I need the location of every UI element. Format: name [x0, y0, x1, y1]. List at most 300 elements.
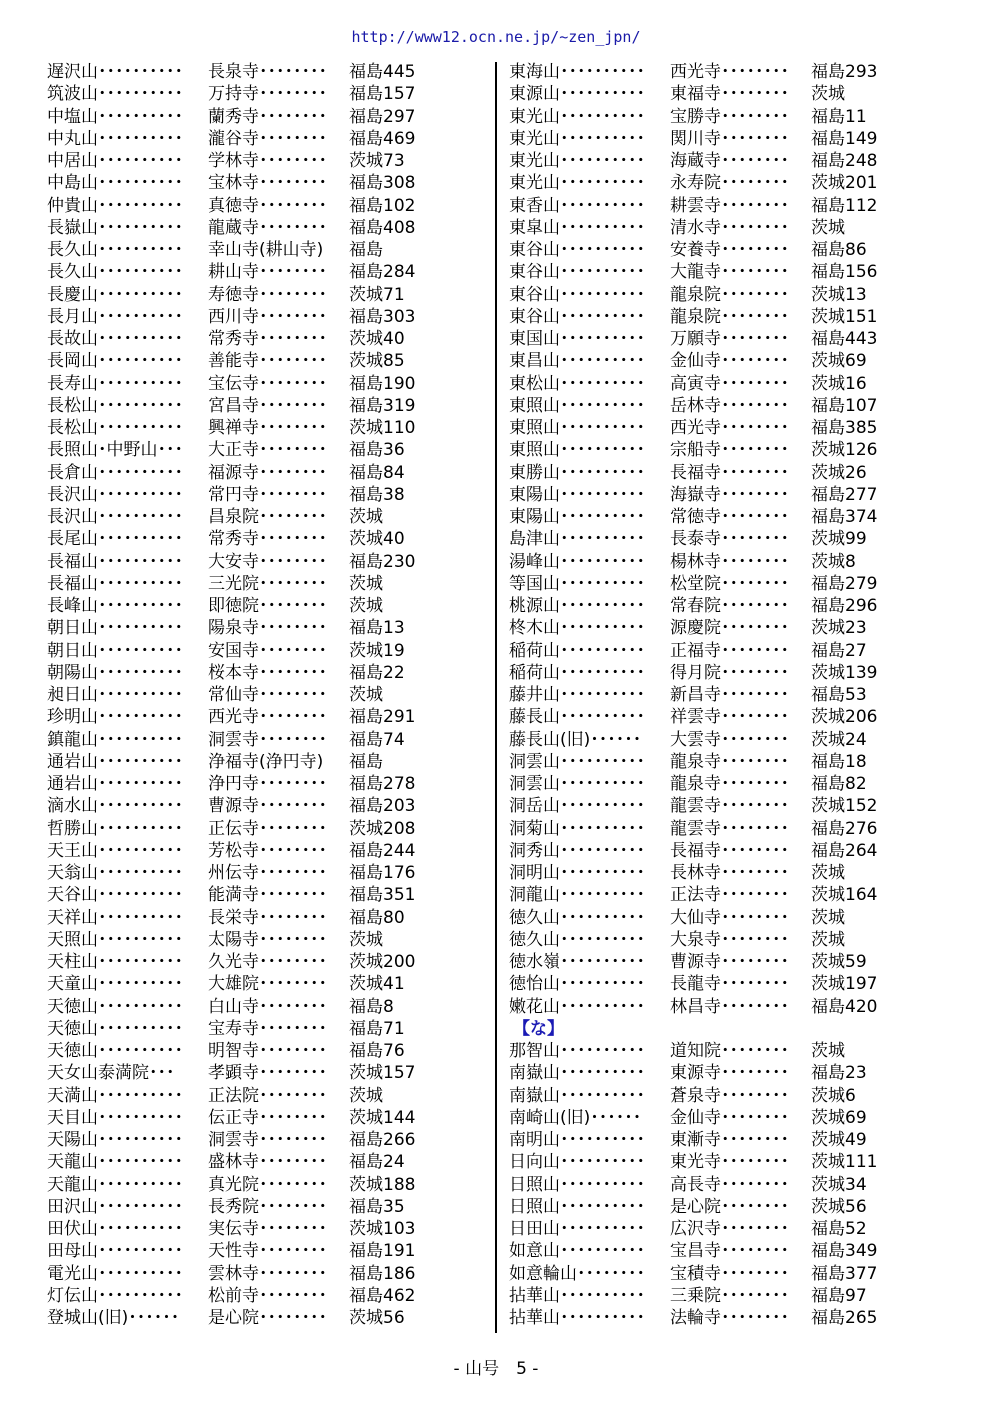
location-code: 福島445	[349, 62, 416, 82]
location-code: 茨城6	[811, 1085, 856, 1106]
mountain-name: 天徳山･･････････	[47, 1018, 183, 1039]
list-item	[47, 217, 487, 239]
list-item	[509, 261, 949, 283]
location-code: 福島462	[349, 1285, 416, 1306]
temple-name: 洞雲寺････････	[208, 1130, 327, 1150]
mountain-name: 柊木山･･････････	[509, 618, 645, 639]
temple-name: 龍泉寺････････	[670, 751, 789, 772]
temple-name: 久光寺････････	[208, 952, 327, 972]
list-item	[509, 662, 949, 684]
temple-name: 即徳院････････	[208, 596, 327, 616]
mountain-name: 天照山･･････････	[47, 929, 183, 950]
mountain-name: 藤長山･･････････	[509, 707, 645, 728]
mountain-name: 日田山･･････････	[509, 1219, 645, 1239]
mountain-name: 東照山･･････････	[509, 418, 645, 438]
mountain-name: 天陽山･･････････	[47, 1130, 183, 1150]
location-code: 福島266	[349, 1130, 416, 1150]
mountain-name: 長寿山･･････････	[47, 373, 183, 394]
temple-name: 松前寺････････	[208, 1285, 327, 1306]
location-code: 福島86	[811, 240, 867, 260]
location-code: 福島76	[349, 1041, 405, 1061]
temple-name: 長泉寺････････	[208, 62, 327, 82]
temple-name: 真徳寺････････	[208, 195, 327, 216]
temple-name: 学林寺････････	[208, 151, 327, 171]
mountain-name: 長沢山･･････････	[47, 484, 183, 505]
location-code: 福島191	[349, 1241, 416, 1262]
mountain-name: 那智山･･････････	[509, 1041, 645, 1061]
location-code: 茨城34	[811, 1174, 867, 1195]
list-item	[47, 1018, 487, 1040]
temple-name: 能満寺････････	[208, 885, 327, 906]
list-item	[47, 528, 487, 550]
location-code: 福島176	[349, 863, 416, 883]
list-item	[47, 1196, 487, 1218]
location-code: 福島23	[811, 1063, 867, 1084]
temple-name: 桜本寺････････	[208, 662, 327, 683]
list-item	[509, 306, 949, 328]
temple-name: 西光寺････････	[208, 707, 327, 728]
mountain-name: 島津山･･････････	[509, 529, 645, 550]
mountain-name: 電光山･･････････	[47, 1263, 183, 1284]
list-item	[509, 729, 949, 751]
location-code: 茨城164	[811, 885, 878, 906]
list-item	[509, 284, 949, 306]
mountain-name: 長月山･･････････	[47, 306, 183, 327]
list-item	[509, 61, 949, 83]
mountain-name: 日照山･･････････	[509, 1196, 645, 1217]
temple-name: 実伝寺････････	[208, 1219, 327, 1239]
temple-name: 雲林寺････････	[208, 1263, 327, 1284]
location-code: 福島71	[349, 1018, 405, 1039]
list-item	[47, 1263, 487, 1285]
list-item	[47, 573, 487, 595]
mountain-name: 東皐山･･････････	[509, 217, 645, 238]
list-item	[509, 1174, 949, 1196]
location-code: 茨城201	[811, 173, 878, 194]
mountain-name: 朝陽山･･････････	[47, 662, 183, 683]
temple-name: 長福寺････････	[670, 462, 789, 483]
temple-name: 洞雲寺････････	[208, 729, 327, 750]
mountain-name: 南嶽山･･････････	[509, 1063, 645, 1084]
temple-name: 海蔵寺････････	[670, 151, 789, 171]
list-item	[47, 862, 487, 884]
temple-name: 楊林寺････････	[670, 551, 789, 572]
mountain-name: 洞龍山･･････････	[509, 885, 645, 906]
list-item	[509, 617, 949, 639]
mountain-name: 遅沢山･･････････	[47, 62, 183, 82]
location-code: 福島27	[811, 640, 867, 661]
location-code: 福島248	[811, 151, 878, 171]
temple-name: 東光寺････････	[670, 1152, 789, 1173]
list-item	[509, 439, 949, 461]
list-item	[509, 1263, 949, 1285]
temple-name: 耕山寺････････	[208, 262, 327, 283]
temple-name: 浄福寺(浄円寺)	[208, 751, 324, 772]
temple-name: 東源寺････････	[670, 1063, 789, 1084]
location-code: 福島443	[811, 329, 878, 349]
location-code: 福島74	[349, 729, 405, 750]
temple-name: 宮昌寺････････	[208, 395, 327, 416]
temple-name: 是心院････････	[208, 1308, 327, 1328]
mountain-name: 徳水嶺･･････････	[509, 952, 645, 972]
temple-name: 林昌寺････････	[670, 996, 789, 1017]
list-item	[47, 751, 487, 773]
location-code: 福島276	[811, 818, 878, 839]
temple-name: 真光院････････	[208, 1174, 327, 1195]
list-item	[47, 506, 487, 528]
temple-name: 龍泉寺････････	[670, 774, 789, 794]
location-code: 福島278	[349, 774, 416, 794]
mountain-name: 登城山(旧)･･････	[47, 1308, 180, 1328]
temple-name: 金仙寺････････	[670, 351, 789, 372]
mountain-name: 東源山･･････････	[509, 84, 645, 105]
location-code: 福島8	[349, 996, 394, 1017]
temple-name: 大雲寺････････	[670, 729, 789, 750]
mountain-name: 東陽山･･････････	[509, 484, 645, 505]
left-column	[47, 61, 487, 1329]
mountain-name: 東谷山･･････････	[509, 306, 645, 327]
location-code: 福島203	[349, 796, 416, 817]
temple-name: 清水寺････････	[670, 217, 789, 238]
temple-name: 正福寺････････	[670, 640, 789, 661]
list-item	[509, 1240, 949, 1262]
location-code: 茨城	[349, 573, 383, 594]
list-item	[47, 462, 487, 484]
mountain-name: 長松山･･････････	[47, 395, 183, 416]
list-item	[47, 306, 487, 328]
mountain-name: 東照山･･････････	[509, 395, 645, 416]
list-item	[47, 684, 487, 706]
mountain-name: 中島山･･････････	[47, 173, 183, 194]
temple-name: 常秀寺････････	[208, 329, 327, 349]
list-item	[509, 907, 949, 929]
location-code: 福島190	[349, 373, 416, 394]
list-item	[47, 350, 487, 372]
mountain-name: 朝日山･･････････	[47, 618, 183, 639]
temple-name: 大泉寺････････	[670, 929, 789, 950]
location-code: 福島82	[811, 774, 867, 794]
temple-name: 昌泉院････････	[208, 507, 327, 527]
list-item	[509, 395, 949, 417]
list-item	[509, 506, 949, 528]
list-item	[509, 195, 949, 217]
temple-name: 常仙寺････････	[208, 685, 327, 705]
list-item	[509, 150, 949, 172]
mountain-name: 東谷山･･････････	[509, 240, 645, 260]
temple-name: 大正寺････････	[208, 440, 327, 461]
temple-name: 興禅寺････････	[208, 418, 327, 438]
list-item	[47, 1129, 487, 1151]
mountain-name: 中丸山･･････････	[47, 128, 183, 149]
temple-name: 源慶院････････	[670, 618, 789, 639]
temple-name: 長林寺････････	[670, 863, 789, 883]
list-item	[47, 1240, 487, 1262]
list-item	[47, 1307, 487, 1329]
page-number: - 山号 5 -	[453, 1359, 539, 1379]
list-item	[47, 662, 487, 684]
list-item	[47, 261, 487, 283]
location-code: 福島157	[349, 84, 416, 105]
list-item	[47, 1285, 487, 1307]
location-code: 福島24	[349, 1152, 405, 1173]
location-code: 福島279	[811, 573, 878, 594]
temple-name: 瀧谷寺････････	[208, 128, 327, 149]
mountain-name: 長峰山･･････････	[47, 596, 183, 616]
location-code: 茨城99	[811, 529, 867, 550]
temple-name: 高長寺････････	[670, 1174, 789, 1195]
mountain-name: 東光山･･････････	[509, 151, 645, 171]
location-code: 福島80	[349, 907, 405, 928]
location-code: 茨城69	[811, 351, 867, 372]
location-code: 茨城197	[811, 974, 878, 995]
mountain-name: 東勝山･･････････	[509, 462, 645, 483]
location-code: 茨城200	[349, 952, 416, 972]
list-item	[47, 729, 487, 751]
list-item	[509, 1196, 949, 1218]
mountain-name: 徳久山･･････････	[509, 907, 645, 928]
location-code: 福島186	[349, 1263, 416, 1284]
mountain-name: 長照山･中野山･･･	[47, 440, 183, 461]
list-item	[47, 595, 487, 617]
temple-name: 善能寺････････	[208, 351, 327, 372]
location-code: 茨城59	[811, 952, 867, 972]
mountain-name: 稲荷山･･････････	[509, 662, 645, 683]
list-item	[47, 1040, 487, 1062]
mountain-name: 長尾山･･････････	[47, 529, 183, 550]
location-code: 茨城71	[349, 284, 405, 305]
temple-name: 是心院････････	[670, 1196, 789, 1217]
list-item	[47, 1107, 487, 1129]
location-code: 福島349	[811, 1241, 878, 1262]
mountain-name: 湯峰山･･････････	[509, 551, 645, 572]
location-code: 福島408	[349, 217, 416, 238]
location-code: 福島230	[349, 551, 416, 572]
location-code: 茨城	[349, 685, 383, 705]
temple-name: 法輪寺････････	[670, 1308, 789, 1328]
list-item	[509, 1151, 949, 1173]
list-item	[509, 751, 949, 773]
location-code: 福島277	[811, 484, 878, 505]
list-item	[509, 484, 949, 506]
mountain-name: 長久山･･････････	[47, 240, 183, 260]
temple-name: 高寅寺････････	[670, 373, 789, 394]
list-item	[47, 128, 487, 150]
location-code: 福島107	[811, 395, 878, 416]
location-code: 茨城	[349, 929, 383, 950]
list-item	[509, 573, 949, 595]
list-item	[509, 1285, 949, 1307]
temple-name: 万願寺････････	[670, 329, 789, 349]
list-item	[47, 172, 487, 194]
mountain-name: 長嶽山･･････････	[47, 217, 183, 238]
temple-name: 太陽寺････････	[208, 929, 327, 950]
temple-name: 常徳寺････････	[670, 507, 789, 527]
mountain-name: 長慶山･･････････	[47, 284, 183, 305]
location-code: 茨城19	[349, 640, 405, 661]
location-code: 福島265	[811, 1308, 878, 1328]
list-item	[47, 973, 487, 995]
temple-name: 得月院････････	[670, 662, 789, 683]
temple-name: 陽泉寺････････	[208, 618, 327, 639]
mountain-name: 長倉山･･････････	[47, 462, 183, 483]
mountain-name: 通岩山･･････････	[47, 751, 183, 772]
location-code: 茨城	[811, 84, 845, 105]
temple-name: 州伝寺････････	[208, 863, 327, 883]
location-code: 福島52	[811, 1219, 867, 1239]
location-code: 茨城56	[349, 1308, 405, 1328]
location-code: 福島297	[349, 106, 416, 127]
temple-name: 永寿院････････	[670, 173, 789, 194]
mountain-name: 長松山･･････････	[47, 418, 183, 438]
list-item	[509, 528, 949, 550]
temple-name: 宝伝寺････････	[208, 373, 327, 394]
location-code: 茨城188	[349, 1174, 416, 1195]
list-item	[47, 773, 487, 795]
list-item	[509, 1062, 949, 1084]
temple-name: 伝正寺････････	[208, 1107, 327, 1128]
temple-name: 福源寺････････	[208, 462, 327, 483]
location-code: 福島420	[811, 996, 878, 1017]
temple-name: 宝林寺････････	[208, 173, 327, 194]
location-code: 茨城73	[349, 151, 405, 171]
temple-name: 大雄院････････	[208, 974, 327, 995]
mountain-name: 中居山･･････････	[47, 151, 183, 171]
location-code: 福島	[349, 751, 383, 772]
temple-name: 安国寺････････	[208, 640, 327, 661]
location-code: 福島303	[349, 306, 416, 327]
mountain-name: 拈華山･･････････	[509, 1285, 645, 1306]
list-item	[509, 1107, 949, 1129]
list-item	[47, 951, 487, 973]
temple-name: 万持寺････････	[208, 84, 327, 105]
temple-name: 龍蔵寺････････	[208, 217, 327, 238]
list-item	[47, 1174, 487, 1196]
temple-name: 大安寺････････	[208, 551, 327, 572]
mountain-name: 徳久山･･････････	[509, 929, 645, 950]
mountain-name: 長故山･･････････	[47, 329, 183, 349]
list-item	[47, 1062, 487, 1084]
temple-name: 三光院････････	[208, 573, 327, 594]
mountain-name: 洞菊山･･････････	[509, 818, 645, 839]
mountain-name: 長沢山･･････････	[47, 507, 183, 527]
location-code: 茨城	[811, 1041, 845, 1061]
temple-name: 安養寺････････	[670, 240, 789, 260]
mountain-name: 天谷山･･････････	[47, 885, 183, 906]
list-item	[509, 840, 949, 862]
temple-name: 宝昌寺････････	[670, 1241, 789, 1262]
list-item	[47, 1085, 487, 1107]
location-code: 茨城126	[811, 440, 878, 461]
mountain-name: 如意山･･････････	[509, 1241, 645, 1262]
list-item	[509, 795, 949, 817]
header-url[interactable]: http://www12.ocn.ne.jp/~zen_jpn/	[351, 28, 641, 46]
location-code: 茨城	[349, 507, 383, 527]
location-code: 茨城	[349, 1085, 383, 1106]
location-code: 茨城16	[811, 373, 867, 394]
temple-name: 三乗院････････	[670, 1285, 789, 1306]
mountain-name: 東海山･･････････	[509, 62, 645, 82]
mountain-name: 南嶽山･･････････	[509, 1085, 645, 1106]
list-item	[509, 640, 949, 662]
temple-name: 道知院････････	[670, 1041, 789, 1061]
temple-name: 明智寺････････	[208, 1041, 327, 1061]
location-code: 福島264	[811, 840, 878, 861]
location-code: 福島18	[811, 751, 867, 772]
list-item	[47, 818, 487, 840]
mountain-name: 天女山泰満院･･･	[47, 1063, 175, 1084]
location-code: 福島284	[349, 262, 416, 283]
mountain-name: 長福山･･････････	[47, 551, 183, 572]
location-code: 福島	[349, 240, 383, 260]
temple-name: 金仙寺････････	[670, 1107, 789, 1128]
temple-name: 長栄寺････････	[208, 907, 327, 928]
location-code: 福島38	[349, 484, 405, 505]
temple-name: 芳松寺････････	[208, 840, 327, 861]
list-item	[47, 907, 487, 929]
list-item	[47, 1151, 487, 1173]
mountain-name: 如意輪山････････	[509, 1263, 645, 1284]
list-item	[509, 128, 949, 150]
list-item	[47, 150, 487, 172]
mountain-name: 鎮龍山･･････････	[47, 729, 183, 750]
list-item	[509, 862, 949, 884]
temple-name: 新昌寺････････	[670, 685, 789, 705]
list-item	[47, 195, 487, 217]
location-code: 茨城23	[811, 618, 867, 639]
mountain-name: 天目山･･････････	[47, 1107, 183, 1128]
list-item	[509, 684, 949, 706]
location-code: 福島97	[811, 1285, 867, 1306]
mountain-name: 哲勝山･･････････	[47, 818, 183, 839]
temple-name: 天性寺････････	[208, 1241, 327, 1262]
temple-name: 正伝寺････････	[208, 818, 327, 839]
list-item	[509, 1129, 949, 1151]
list-item	[509, 818, 949, 840]
mountain-name: 田母山･･････････	[47, 1241, 183, 1262]
list-item	[47, 484, 487, 506]
temple-name: 龍雲寺････････	[670, 796, 789, 817]
mountain-name: 東谷山･･････････	[509, 284, 645, 305]
temple-name: 常春院････････	[670, 596, 789, 616]
list-item	[509, 973, 949, 995]
mountain-name: 嫩花山･･････････	[509, 996, 645, 1017]
location-code: 茨城	[811, 907, 845, 928]
mountain-name: 東谷山･･････････	[509, 262, 645, 283]
temple-name: 長龍寺････････	[670, 974, 789, 995]
location-code: 福島22	[349, 662, 405, 683]
mountain-name: 藤井山･･････････	[509, 685, 645, 705]
mountain-name: 東国山･･････････	[509, 329, 645, 349]
mountain-name: 拈華山･･････････	[509, 1308, 645, 1328]
list-item	[509, 551, 949, 573]
location-code: 福島149	[811, 128, 878, 149]
temple-name: 龍泉院････････	[670, 284, 789, 305]
location-code: 福島11	[811, 106, 867, 127]
mountain-name: 珍明山･･････････	[47, 707, 183, 728]
mountain-name: 天満山･･････････	[47, 1085, 183, 1106]
list-item	[47, 439, 487, 461]
list-item	[47, 284, 487, 306]
mountain-name: 天龍山･･････････	[47, 1174, 183, 1195]
list-item	[509, 884, 949, 906]
mountain-name: 天童山･･････････	[47, 974, 183, 995]
list-item	[509, 172, 949, 194]
mountain-name: 東香山･･････････	[509, 195, 645, 216]
list-item	[509, 1040, 949, 1062]
mountain-name: 東光山･･････････	[509, 128, 645, 149]
mountain-name: 灯伝山･･････････	[47, 1285, 183, 1306]
location-code: 茨城8	[811, 551, 856, 572]
